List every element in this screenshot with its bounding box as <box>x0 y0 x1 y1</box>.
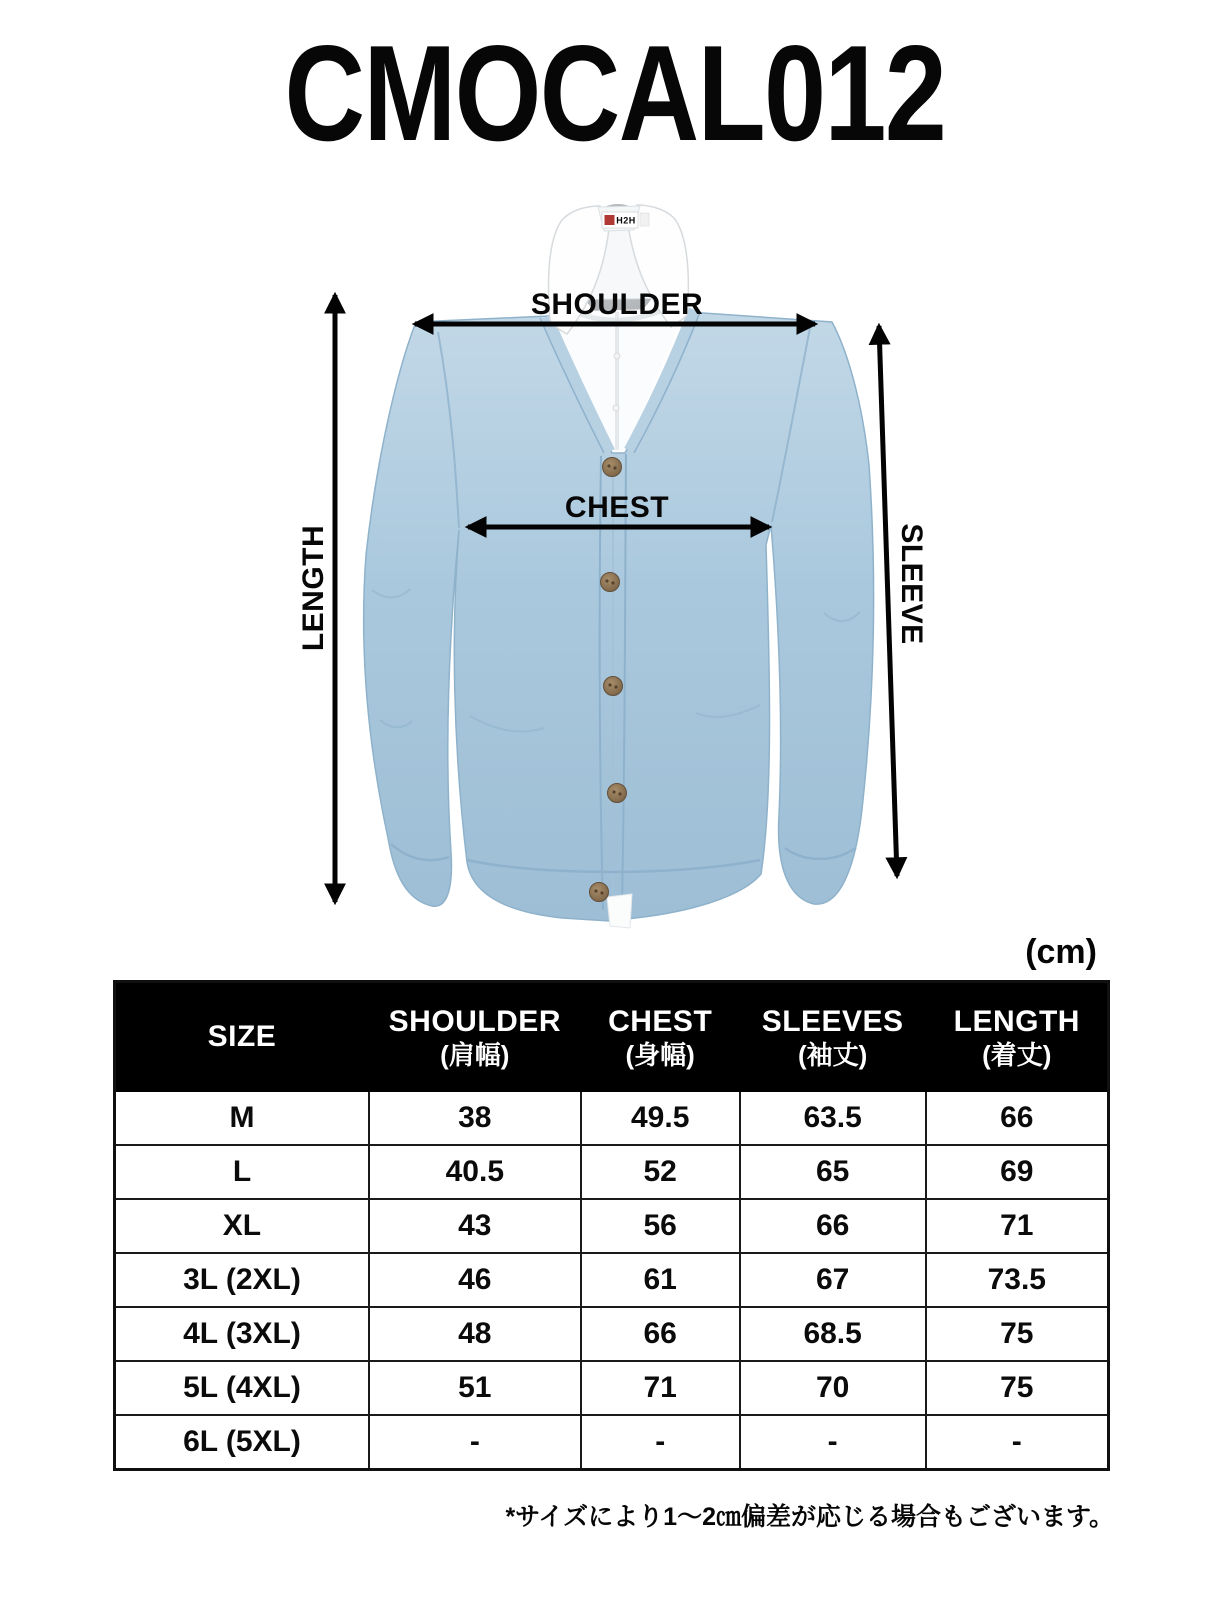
cell-size: 4L (3XL) <box>115 1307 369 1361</box>
cell-chest: 49.5 <box>581 1091 740 1145</box>
table-row <box>115 1307 1109 1361</box>
cell-shoulder: - <box>369 1415 581 1470</box>
cell-sleeves: 70 <box>740 1361 926 1415</box>
cell-size: 5L (4XL) <box>115 1361 369 1415</box>
cell-length: 69 <box>926 1145 1109 1199</box>
cell-shoulder: 38 <box>369 1091 581 1145</box>
cell-sleeves: 65 <box>740 1145 926 1199</box>
cell-sleeves: 66 <box>740 1199 926 1253</box>
cell-shoulder: 40.5 <box>369 1145 581 1199</box>
cell-size: 6L (5XL) <box>115 1415 369 1470</box>
shirt-button <box>613 405 619 411</box>
unit-label: (cm) <box>1025 933 1097 971</box>
cell-shoulder: 43 <box>369 1199 581 1253</box>
length-label: LENGTH <box>297 524 330 652</box>
cell-length: 71 <box>926 1199 1109 1253</box>
footnote: *サイズにより1～2㎝偏差が応じる場合もございます。 <box>505 1503 1114 1531</box>
table-row <box>115 1415 1109 1470</box>
column-header-sleeves: SLEEVES (袖丈) <box>740 982 926 1092</box>
column-header-length: LENGTH (着丈) <box>926 982 1109 1092</box>
cell-length: 66 <box>926 1091 1109 1145</box>
cell-length: 75 <box>926 1307 1109 1361</box>
cell-chest: 61 <box>581 1253 740 1307</box>
cell-chest: 56 <box>581 1199 740 1253</box>
table-row <box>115 1199 1109 1253</box>
size-table <box>113 980 1110 1471</box>
cell-length: 73.5 <box>926 1253 1109 1307</box>
chest-label: CHEST <box>564 491 670 524</box>
brand-tag-label: H2H <box>616 215 636 226</box>
cell-shoulder: 46 <box>369 1253 581 1307</box>
column-header-size: SIZE <box>115 982 369 1092</box>
size-table-container <box>113 980 1110 1471</box>
table-row <box>115 1253 1109 1307</box>
cell-size: 3L (2XL) <box>115 1253 369 1307</box>
table-row <box>115 1091 1109 1145</box>
brand-tag <box>602 212 649 228</box>
sleeve-arrow <box>879 326 897 876</box>
cell-sleeves: 68.5 <box>740 1307 926 1361</box>
shoulder-label: SHOULDER <box>530 288 704 321</box>
cell-sleeves: 67 <box>740 1253 926 1307</box>
cell-shoulder: 48 <box>369 1307 581 1361</box>
header-row <box>115 982 1109 1092</box>
cell-chest: - <box>581 1415 740 1470</box>
brand-logo-square <box>605 215 615 225</box>
shirt-hem-peek <box>607 894 632 928</box>
cell-length: - <box>926 1415 1109 1470</box>
column-header-shoulder: SHOULDER (肩幅) <box>369 982 581 1092</box>
shirt-button <box>614 353 620 359</box>
table-row <box>115 1361 1109 1415</box>
cell-sleeves: - <box>740 1415 926 1470</box>
cell-size: L <box>115 1145 369 1199</box>
product-code: CMOCAL012 <box>284 17 946 169</box>
cell-chest: 71 <box>581 1361 740 1415</box>
cell-chest: 66 <box>581 1307 740 1361</box>
cell-size: M <box>115 1091 369 1145</box>
measurement-diagram <box>0 160 1230 940</box>
cell-shoulder: 51 <box>369 1361 581 1415</box>
cell-chest: 52 <box>581 1145 740 1199</box>
sleeve-label: SLEEVE <box>895 523 928 645</box>
column-header-chest: CHEST (身幅) <box>581 982 740 1092</box>
cell-sleeves: 63.5 <box>740 1091 926 1145</box>
cell-length: 75 <box>926 1361 1109 1415</box>
table-row <box>115 1145 1109 1199</box>
cell-size: XL <box>115 1199 369 1253</box>
